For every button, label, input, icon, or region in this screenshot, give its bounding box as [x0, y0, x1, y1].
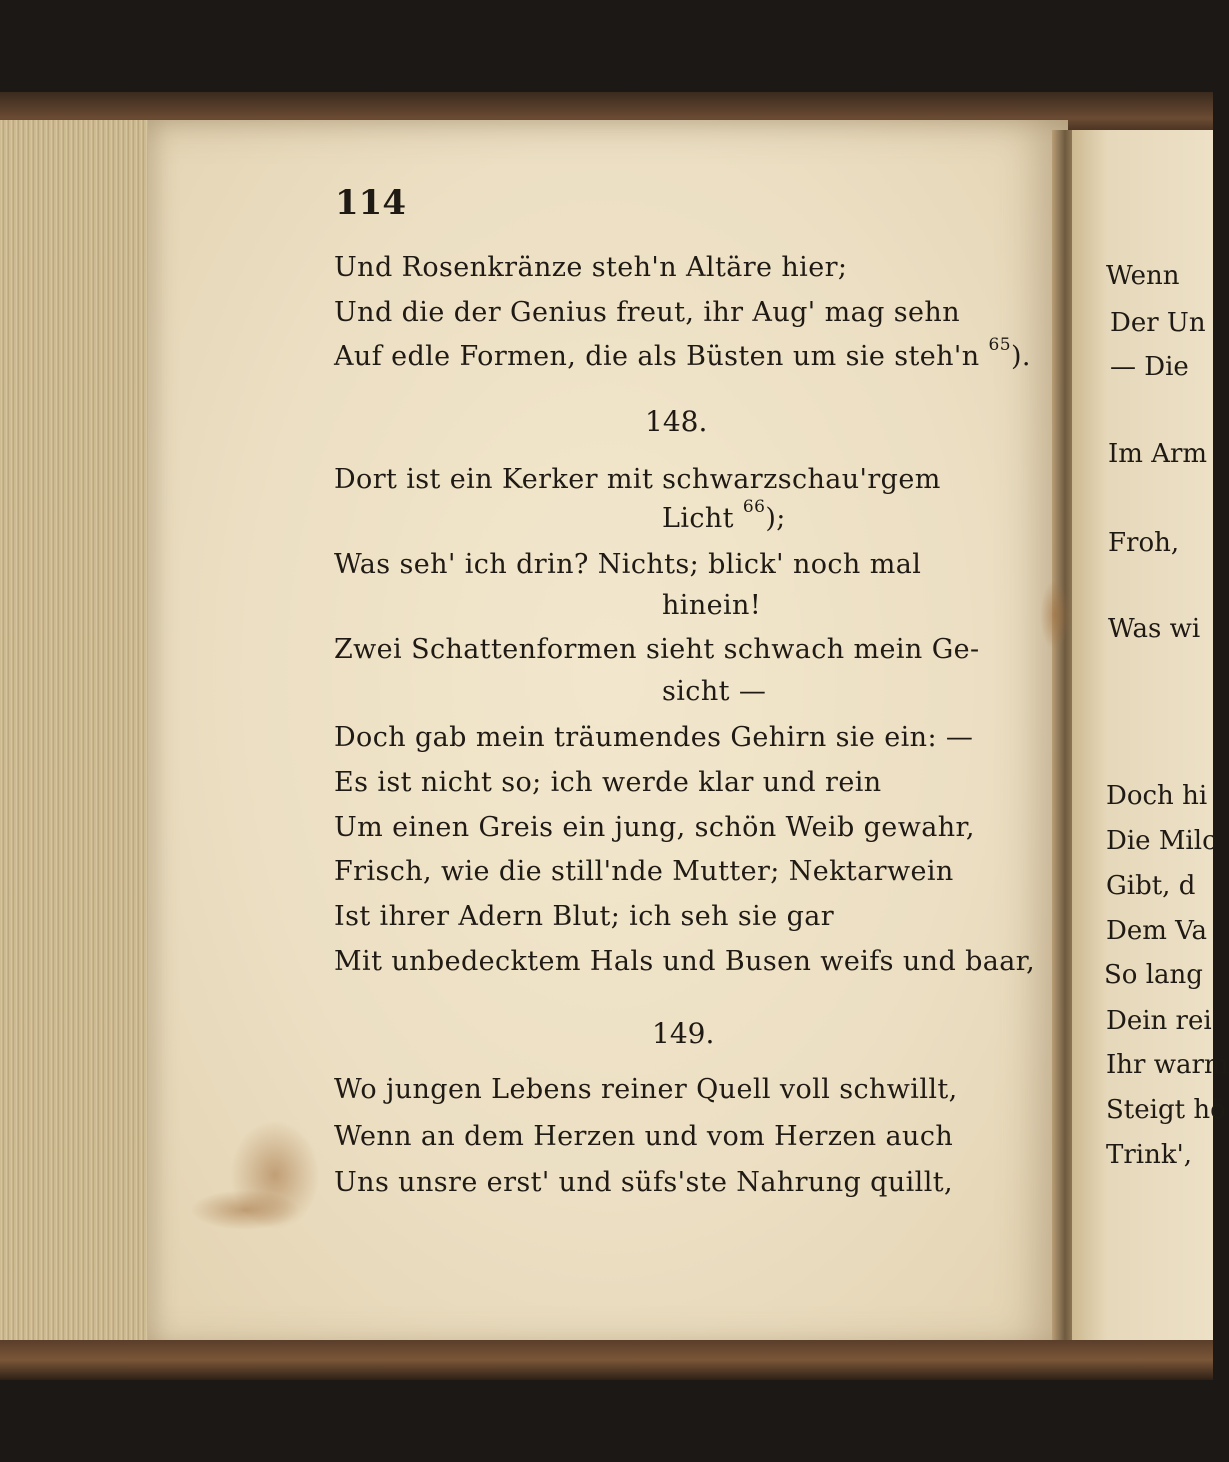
right-page-fragment: Dein rei	[1106, 1006, 1212, 1036]
footnote-ref: 65	[988, 335, 1011, 355]
right-page-fragment: Dem Va	[1106, 916, 1208, 946]
verse-line: Und die der Genius freut, ihr Aug' mag sehn	[334, 297, 960, 328]
verse-line: Zwei Schattenformen sieht schwach mein Ge-	[334, 634, 980, 665]
right-page-fragment: Doch hi	[1106, 781, 1208, 811]
verse-line: Wo jungen Lebens reiner Quell voll schwillt,	[334, 1074, 958, 1105]
verse-line: Dort ist ein Kerker mit schwarzschau'rgem	[334, 464, 941, 495]
verse-line: Wenn an dem Herzen und vom Herzen auch	[334, 1121, 954, 1152]
verse-line: Doch gab mein träumendes Gehirn sie ein: —	[334, 722, 974, 753]
verse-text: Licht	[662, 503, 734, 534]
right-page-fragment: Im Arm	[1108, 439, 1208, 469]
verse-line: Uns unsre erst' und süfs'ste Nahrung quillt,	[334, 1167, 953, 1198]
verse-text: Auf edle Formen, die als Büsten um sie steh'n	[334, 341, 980, 372]
verse-line: Ist ihrer Adern Blut; ich seh sie gar	[334, 901, 835, 932]
right-page-fragment: Die Milc	[1106, 826, 1217, 856]
right-page-fragment: Gibt, d	[1106, 871, 1196, 901]
verse-line: Was seh' ich drin? Nichts; blick' noch mal	[334, 549, 922, 580]
verse-line: Frisch, wie die still'nde Mutter; Nektarwein	[334, 856, 954, 887]
verse-line: Und Rosenkränze steh'n Altäre hier;	[334, 252, 848, 283]
right-page-fragment: Steigt hö	[1106, 1095, 1226, 1125]
verse-line-continuation	[662, 497, 786, 534]
book-cover-bottom	[0, 1340, 1213, 1380]
verse-line-continuation: sicht —	[662, 676, 767, 707]
right-page-fragment: Ihr warm	[1106, 1050, 1229, 1080]
verse-line: Mit unbedecktem Hals und Busen weifs und baar,	[334, 946, 1036, 977]
right-page-fragment: — Die	[1110, 352, 1189, 382]
right-page-fragment: Froh,	[1108, 528, 1180, 558]
stain-mark	[1040, 580, 1070, 650]
stanza-number: 149.	[652, 1017, 715, 1050]
verse-line-continuation: hinein!	[662, 590, 762, 621]
right-page-fragment: Der Un	[1110, 308, 1206, 338]
right-page-fragment: So lang	[1104, 960, 1203, 990]
verse-line	[334, 335, 1031, 372]
verse-line: Um einen Greis ein jung, schön Weib gewahr,	[334, 812, 975, 843]
footnote-ref: 66	[742, 497, 766, 517]
verse-line: Es ist nicht so; ich werde klar und rein	[334, 767, 882, 798]
footnote-close: ).	[1010, 341, 1031, 372]
page-edges	[0, 120, 167, 1370]
page-number: 114	[335, 183, 406, 223]
stain-mark	[190, 1190, 300, 1230]
right-page-fragment: Was wi	[1108, 614, 1201, 644]
footnote-close: );	[765, 503, 786, 534]
stanza-number: 148.	[645, 405, 708, 438]
right-page-fragment: Wenn	[1106, 261, 1180, 291]
right-page-fragment: Trink',	[1106, 1140, 1192, 1170]
